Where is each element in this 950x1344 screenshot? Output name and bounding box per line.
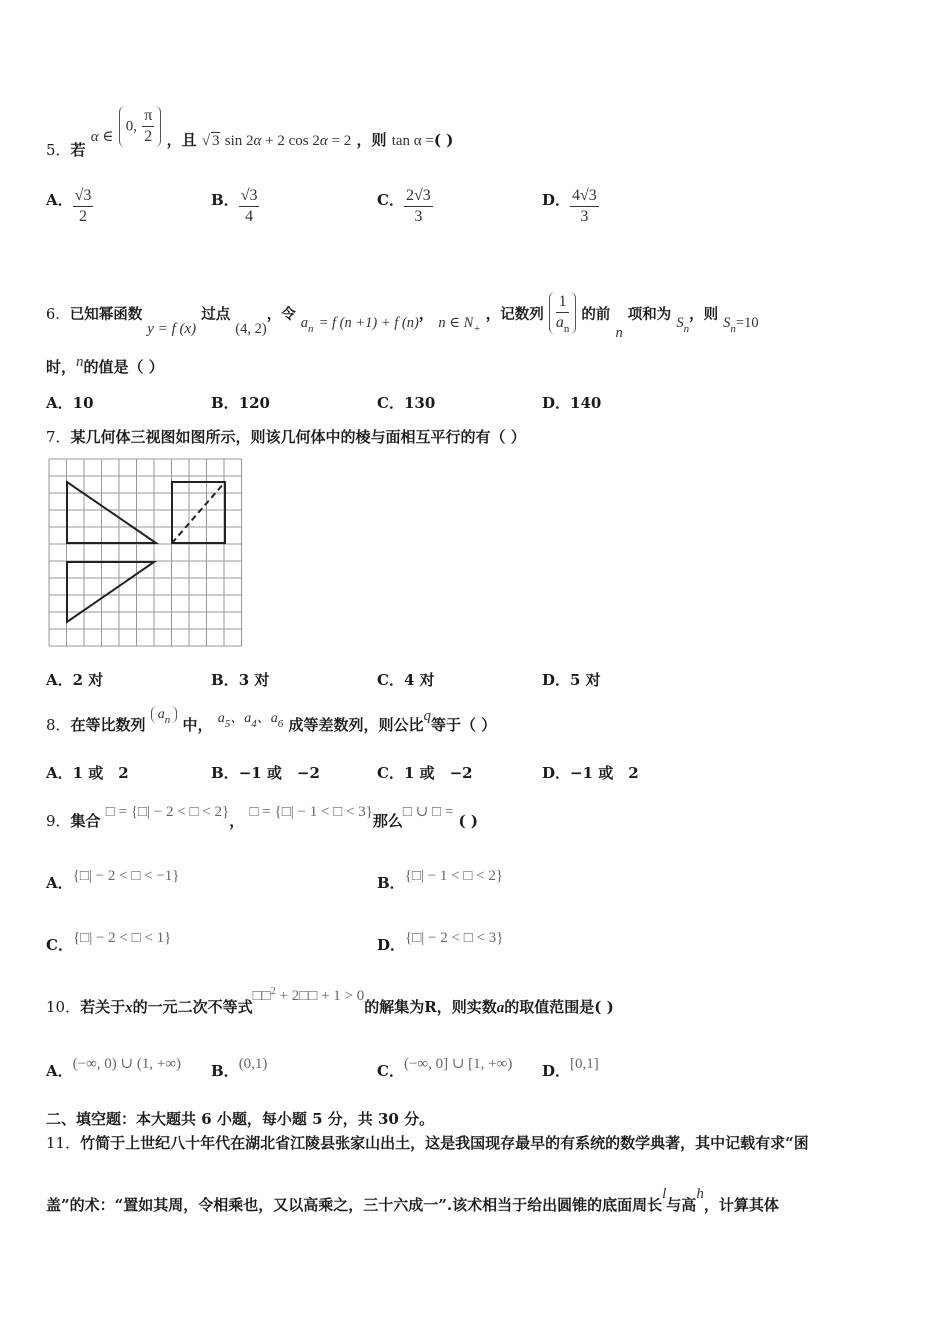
q9-set-b: □ = {□| − 1 < □ < 3} xyxy=(249,804,373,820)
q5-line xyxy=(46,107,454,159)
q11-h: h xyxy=(696,1186,704,1202)
q8-line xyxy=(46,704,497,734)
q5-equation: sin 2α + 2 cos 2α = 2 xyxy=(224,132,352,149)
q7-text: 某几何体三视图如图所示，则该几何体中的棱与面相互平行的有（ ） xyxy=(70,428,526,446)
q5-sqrt-three: 3 xyxy=(212,132,220,149)
q5-interval-left: 0, xyxy=(125,118,138,135)
q5-option-b[interactable]: B． $\frac{√3}{4}$ xyxy=(211,187,258,225)
top-view-triangle xyxy=(67,562,154,622)
q6-seq-bracket xyxy=(549,292,577,334)
q6-text4: ，记数列 xyxy=(485,306,544,323)
q8-option-b[interactable]: B．−1 或 −2 xyxy=(211,764,320,782)
q6-line1 xyxy=(46,276,759,341)
q5-option-c-frac: $\frac{2√3}{3}$ xyxy=(405,187,431,225)
q5-alpha-in: α ∈ xyxy=(90,128,114,145)
q6-line2-n: n xyxy=(76,354,84,370)
q6-an: $a_n$ xyxy=(300,315,314,335)
q8-option-a[interactable]: A．1 或 2 xyxy=(46,764,129,782)
q7-option-c[interactable]: C．4 对 xyxy=(377,671,435,689)
q10-line: 10．若关于x的一元二次不等式□□$^2$ + 2□□ + 1 > 0的解集为R，则实数a的取值范围是( ) xyxy=(46,986,614,1016)
q6-text2: 过点 xyxy=(201,306,231,323)
q8-seq: $a_n$ xyxy=(151,706,178,723)
q6-text1: 已知幂函数 xyxy=(69,306,143,323)
q5-mid: ，且 xyxy=(166,130,197,149)
q7-line xyxy=(46,426,526,447)
q8-q: q xyxy=(423,708,432,724)
q11-number: 11． xyxy=(46,1134,81,1152)
q8-terms: $a_5$、$a_4$、$a_6$ xyxy=(217,711,284,730)
q5-option-a-frac: $\frac{√3}{2}$ xyxy=(74,187,92,225)
q6-S: $S_n$ xyxy=(676,315,690,335)
q6-point: (4, 2) xyxy=(235,321,267,337)
q9-paren: ( ) xyxy=(458,812,478,830)
three-view-figure xyxy=(48,458,244,648)
q5-sqrt-symbol: √ xyxy=(201,132,211,149)
q5-option-d-frac: $\frac{4√3}{3}$ xyxy=(572,187,597,225)
q7-number: 7． xyxy=(46,428,71,446)
q11-line2: 盖”的术：“置如其周，令相乘也，又以高乘之，三十六成一”.该术相当于给出圆锥的底面周长l与高h，计算其体 xyxy=(46,1186,779,1214)
q10-option-b[interactable]: B．(0,1) xyxy=(211,1056,268,1080)
front-view-triangle xyxy=(67,482,156,543)
q6-reciprocal: $\frac{1}{a_n}$ xyxy=(555,293,570,335)
q9-text2: 那么 xyxy=(372,812,403,830)
q8-text1: 在等比数列 xyxy=(70,716,146,734)
q5-option-a[interactable]: A． $\frac{√3}{2}$ xyxy=(46,187,92,225)
q9-option-c[interactable]: C．{□| − 2 < □ < 1} xyxy=(46,930,172,954)
q6-func: y = f (x) xyxy=(147,321,197,337)
q5-paren: ( ) xyxy=(433,130,454,149)
figure-grid xyxy=(49,459,242,646)
q10-number: 10． xyxy=(46,998,81,1016)
q8-option-d[interactable]: D．−1 或 2 xyxy=(542,764,639,782)
q6-text6: 项和为 xyxy=(627,306,672,323)
q10-option-a[interactable]: A．(−∞, 0) ∪ (1, +∞) xyxy=(46,1056,181,1080)
section-heading: 二、填空题：本大题共 6 小题，每小题 5 分，共 30 分。 xyxy=(46,1110,435,1128)
q6-text5: 的前 xyxy=(581,306,611,323)
q9-text1: 集合 xyxy=(70,812,101,830)
q10-inequality: □□$^2$ + 2□□ + 1 > 0 xyxy=(252,986,365,1004)
q6-option-a[interactable]: A．10 xyxy=(46,394,94,412)
q5-option-b-frac: $\frac{√3}{4}$ xyxy=(240,187,258,225)
q9-number: 9． xyxy=(46,812,71,830)
q7-option-b[interactable]: B．3 对 xyxy=(211,671,270,689)
q9-set-a: □ = {□| − 2 < □ < 2} xyxy=(105,804,230,820)
q8-option-c[interactable]: C．1 或 −2 xyxy=(377,764,473,782)
q10-option-d[interactable]: D．[0,1] xyxy=(542,1056,599,1080)
q6-option-b[interactable]: B．120 xyxy=(211,394,270,412)
q10-option-c[interactable]: C．(−∞, 0] ∪ [1, +∞) xyxy=(377,1056,513,1080)
q5-option-d[interactable]: D． $\frac{4√3}{3}$ xyxy=(542,187,597,225)
q8-text2: 中， xyxy=(182,716,213,734)
side-view-dashed-diagonal xyxy=(172,482,225,543)
q6-n-in-N: n ∈ $N_+$ xyxy=(438,315,481,335)
q8-number: 8． xyxy=(46,716,71,734)
q6-option-d[interactable]: D．140 xyxy=(542,394,602,412)
q5-interval xyxy=(119,106,162,147)
q6-S-eq: $S_n=10$ xyxy=(723,315,759,335)
q9-union: □ ∪ □ = xyxy=(402,804,454,820)
q6-comma: ， xyxy=(418,306,434,323)
q5-prefix: 若 xyxy=(70,140,86,159)
q11-l: l xyxy=(662,1186,667,1202)
q9-option-a[interactable]: A．{□| − 2 < □ < −1} xyxy=(46,868,180,892)
q5-tan: tan α = xyxy=(391,132,434,149)
q9-line: 9．集合 □ = {□| − 2 < □ < 2}， □ = {□| − 1 < □ < 3}那么□ ∪ □ = ( ) xyxy=(46,804,478,830)
q5-then: ，则 xyxy=(356,130,387,149)
q6-text3: ，令 xyxy=(266,306,296,323)
q6-line2: 时，n的值是（ ） xyxy=(46,354,164,376)
q7-option-d[interactable]: D．5 对 xyxy=(542,671,601,689)
q7-option-a[interactable]: A．2 对 xyxy=(46,671,104,689)
q8-text4: 等于（ ） xyxy=(431,716,497,734)
q5-pi-over-2: $\frac{\pi}{2}$ xyxy=(144,107,153,145)
q6-text7: ，则 xyxy=(689,306,719,323)
q11-line1: 11．竹简于上世纪八十年代在湖北省江陵县张家山出土，这是我国现存最早的有系统的数学典著，其中记载有求“囷 xyxy=(46,1134,809,1152)
q9-option-b[interactable]: B．{□| − 1 < □ < 2} xyxy=(377,868,504,892)
q8-text3: 成等差数列，则公比 xyxy=(288,716,424,734)
q6-number: 6． xyxy=(46,307,70,323)
q6-an-def: = f (n +1) + f (n) xyxy=(318,315,419,331)
q6-option-c[interactable]: C．130 xyxy=(377,394,436,412)
q6-n: n xyxy=(615,325,623,341)
q9-option-d[interactable]: D．{□| − 2 < □ < 3} xyxy=(377,930,504,954)
q5-option-c[interactable]: C． $\frac{2√3}{3}$ xyxy=(377,187,431,225)
q5-number: 5． xyxy=(46,140,71,159)
